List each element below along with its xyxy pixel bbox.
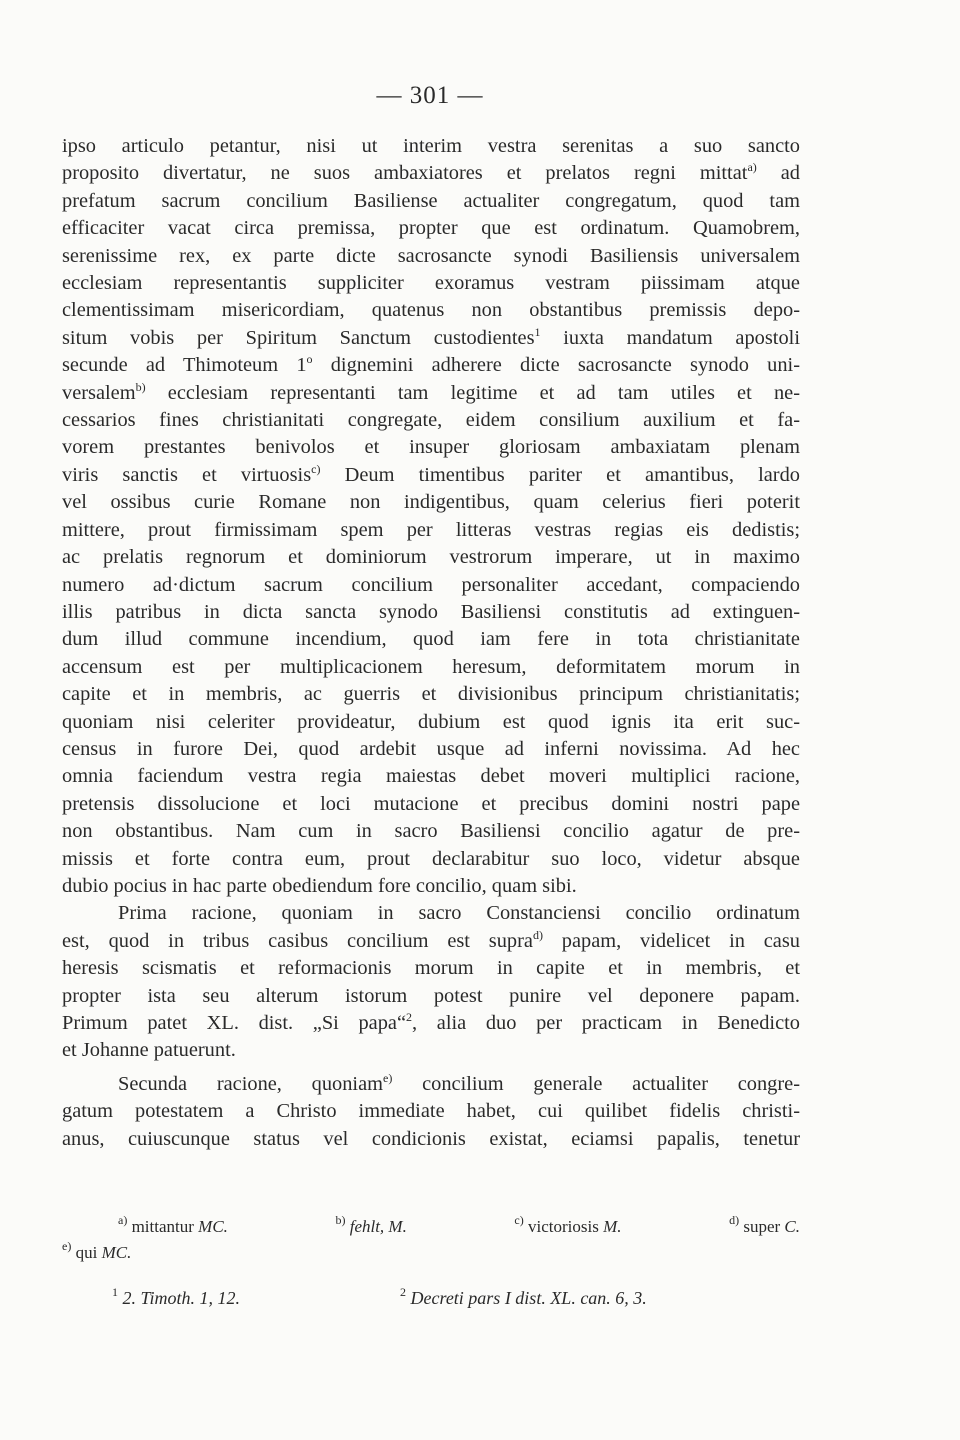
text-line: efficaciter vacat circa premissa, propter que est ordinatum. Quamobrem, bbox=[62, 217, 800, 240]
text-line: viris sanctis et virtuosis$^{c)}$ Deum timentibus pariter et amantibus, lardo bbox=[62, 461, 800, 486]
text-line: omnia faciendum vestra regia maiestas debet moveri multiplici racione, bbox=[62, 765, 800, 788]
text-line: versalem$^{b)}$ ecclesiam representanti tam legitime et ad tam utiles et ne- bbox=[62, 379, 800, 404]
text-line: Primum patet XL. dist. „Si papa“$^2$, alia duo per practicam in Benedicto bbox=[62, 1010, 800, 1034]
text-line: et Johanne patuerunt. bbox=[62, 1039, 236, 1062]
footnote-ref: 1 bbox=[534, 324, 541, 339]
text-line: accensum est per multiplicacionem heresum, deformitatem morum in bbox=[62, 655, 800, 678]
footnote-b: $^{b)}$ fehlt, M. bbox=[335, 1213, 407, 1236]
footnote-ref: c) bbox=[311, 461, 321, 476]
text-line: secunde ad Thimoteum 1$^o$ dignemini adherere dicte sacrosancte synodo uni- bbox=[62, 352, 800, 377]
text-line: pretensis dissolucione et loci mutacione et precibus domini nostri pape bbox=[62, 792, 800, 815]
text-line: quoniam nisi celeriter provideatur, dubium est quod ignis ita erit suc- bbox=[62, 710, 800, 733]
text-line: capite et in membris, ac guerris et divisionibus principum christianitatis; bbox=[62, 683, 800, 706]
text-line: illis patribus in dicta sancta synodo Basiliensi constitutis ad extinguen- bbox=[62, 600, 800, 623]
text-line: census in furore Dei, quod ardebit usque ad inferni novissima. Ad hec bbox=[62, 737, 800, 760]
page-number: — 301 — bbox=[376, 82, 484, 109]
text-line: cessarios fines christianitati congregate, eidem consilium auxilium et fa- bbox=[62, 409, 800, 432]
text-line: est, quod in tribus casibus concilium est supra$^{d)}$ papam, videlicet in casu bbox=[62, 927, 800, 952]
text-line: vorem prestantes benivolos et insuper gloriosam ambaxiatam plenam bbox=[62, 436, 800, 459]
text-line: ipso articulo petantur, nisi ut interim vestra serenitas a suo sancto bbox=[62, 135, 800, 157]
footnote-c: $^{c)}$ victoriosis M. bbox=[514, 1213, 622, 1236]
text-line: numero ad·dictum sacrum concilium personaliter accedant, compaciendo bbox=[62, 573, 800, 596]
footnote-ref: e) bbox=[383, 1070, 393, 1085]
text-line: dum illud commune incendium, quod iam fere in tota christianitate bbox=[62, 628, 800, 651]
footnote-a: $^{a)}$ mittantur MC. bbox=[118, 1213, 228, 1236]
text-line: ac prelatis regnorum et dominiorum vestrorum imperare, ut in maximo bbox=[62, 546, 800, 569]
text-line: dubio pocius in hac parte obediendum fore concilio, quam sibi. bbox=[62, 874, 577, 897]
footnote-d: $^{d)}$ super C. bbox=[729, 1213, 800, 1236]
footnote-ref: a) bbox=[747, 160, 757, 175]
paragraph-2 bbox=[62, 900, 800, 1064]
text-line: serenissime rex, ex parte dicte sacrosancte synodi Basiliensis universalem bbox=[62, 244, 800, 267]
references bbox=[112, 1285, 812, 1309]
text-line: ecclesiam representantis suppliciter exoramus vestram piissimam atque bbox=[62, 272, 800, 295]
main-text bbox=[62, 133, 800, 1153]
footnote-ref: b) bbox=[135, 379, 146, 394]
reference-2: $^2$ Decreti pars I dist. XL. can. 6, 3. bbox=[400, 1285, 647, 1308]
footnote-row bbox=[62, 1214, 800, 1240]
footnotes bbox=[62, 1214, 800, 1266]
text-line: clementissimam misericordiam, quatenus non obstantibus premissis depo- bbox=[62, 299, 800, 322]
footnote-ref: 2 bbox=[406, 1010, 413, 1024]
text-line: anus, cuiuscunque status vel condicionis existat, eciamsi papalis, tenetur bbox=[62, 1127, 800, 1150]
footnote-e: $^{e)}$ qui MC. bbox=[62, 1239, 132, 1262]
text-line: situm vobis per Spiritum Sanctum custodientes$^1$ iuxta mandatum apostoli bbox=[62, 324, 800, 349]
paragraph-3 bbox=[62, 1071, 800, 1153]
text-line: mittere, prout firmissimam spem per litteras vestras regias eis dedistis; bbox=[62, 518, 800, 541]
text-line: proposito divertatur, ne suos ambaxiatores et prelatos regni mittat$^{a)}$ ad bbox=[62, 160, 800, 185]
text-line: non obstantibus. Nam cum in sacro Basiliensi concilio agatur de pre- bbox=[62, 820, 800, 843]
text-line: Secunda racione, quoniam$^{e)}$ concilium generale actualiter congre- bbox=[118, 1070, 800, 1095]
footnote-ref: d) bbox=[532, 927, 543, 942]
text-line: missis et forte contra eum, prout declarabitur suo loco, videtur absque bbox=[62, 847, 800, 870]
text-line: gatum potestatem a Christo immediate habet, cui quilibet fidelis christi- bbox=[62, 1100, 800, 1123]
reference-1: $^1$ 2. Timoth. 1, 12. bbox=[112, 1285, 241, 1308]
text-line: vel ossibus curie Romane non indigentibus, quam celerius fieri poterit bbox=[62, 491, 800, 514]
footnote-row bbox=[62, 1240, 800, 1266]
text-line: propter ista seu alterum istorum potest punire vel deponere papam. bbox=[62, 984, 800, 1007]
text-line: prefatum sacrum concilium Basiliense actualiter congregatum, quod tam bbox=[62, 189, 800, 212]
text-line: heresis scismatis et reformacionis morum in capite et in membris, et bbox=[62, 957, 800, 980]
text-line: Prima racione, quoniam in sacro Constanciensi concilio ordinatum bbox=[118, 902, 800, 925]
paragraph-1 bbox=[62, 133, 800, 900]
